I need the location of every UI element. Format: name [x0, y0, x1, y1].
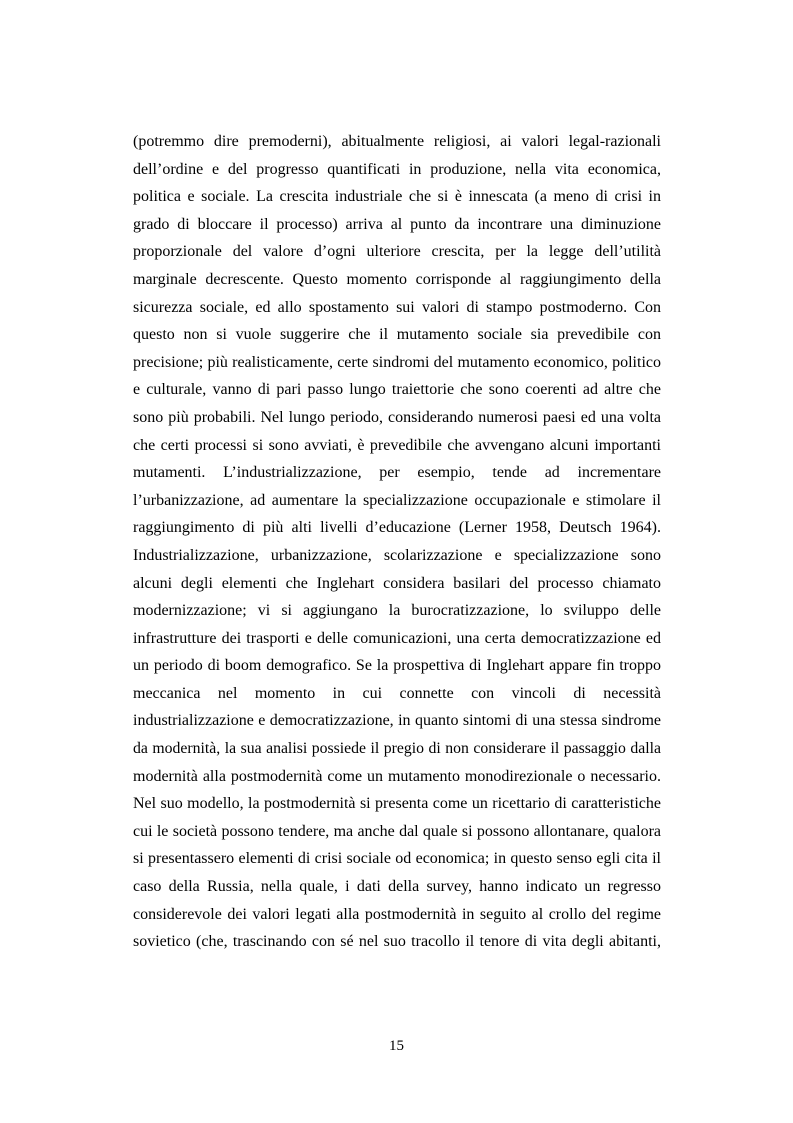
- text-line: da modernità, la sua analisi possiede il pregio di non considerare il passaggio dalla: [133, 740, 661, 758]
- text-line: modernità alla postmodernità come un mutamento monodirezionale o necessario.: [133, 767, 661, 785]
- text-line: infrastrutture dei trasporti e delle comunicazioni, una certa democratizzazione ed: [133, 629, 661, 647]
- text-line: Nel suo modello, la postmodernità si presenta come un ricettario di caratteristiche: [133, 795, 661, 813]
- text-line: raggiungimento di più alti livelli d’educazione (Lerner 1958, Deutsch 1964).: [133, 519, 661, 537]
- text-line: e culturale, vanno di pari passo lungo traiettorie che sono coerenti ad altre che: [133, 381, 661, 399]
- text-line: l’urbanizzazione, ad aumentare la specializzazione occupazionale e stimolare il: [133, 491, 661, 509]
- text-line: meccanica nel momento in cui connette con vincoli di necessità: [133, 684, 661, 702]
- text-line: cui le società possono tendere, ma anche dal quale si possono allontanare, qualora: [133, 822, 661, 840]
- text-line: modernizzazione; vi si aggiungano la burocratizzazione, lo sviluppo delle: [133, 602, 661, 620]
- text-line: precisione; più realisticamente, certe sindromi del mutamento economico, politico: [133, 353, 661, 371]
- text-line: sicurezza sociale, ed allo spostamento sui valori di stampo postmoderno. Con: [133, 298, 661, 316]
- text-line: (potremmo dire premoderni), abitualmente religiosi, ai valori legal-razionali: [133, 133, 661, 150]
- text-line: sovietico (che, trascinando con sé nel suo tracollo il tenore di vita degli abitanti,: [133, 933, 661, 951]
- text-line: dell’ordine e del progresso quantificati in produzione, nella vita economica,: [133, 160, 661, 178]
- page-number: 15: [389, 1038, 404, 1054]
- text-line: Industrializzazione, urbanizzazione, scolarizzazione e specializzazione sono: [133, 546, 661, 564]
- text-line: grado di bloccare il processo) arriva al punto da incontrare una diminuzione: [133, 215, 661, 233]
- text-line: industrializzazione e democratizzazione, in quanto sintomi di una stessa sindrome: [133, 712, 661, 730]
- text-line: proporzionale del valore d’ogni ulteriore crescita, per la legge dell’utilità: [133, 243, 661, 261]
- text-line: mutamenti. L’industrializzazione, per esempio, tende ad incrementare: [133, 464, 661, 482]
- text-line: marginale decrescente. Questo momento corrisponde al raggiungimento della: [133, 270, 661, 288]
- text-line: un periodo di boom demografico. Se la prospettiva di Inglehart appare fin troppo: [133, 657, 661, 675]
- body-paragraph: [133, 128, 661, 956]
- text-line: politica e sociale. La crescita industriale che si è innescata (a meno di crisi in: [133, 188, 661, 206]
- text-line: caso della Russia, nella quale, i dati della survey, hanno indicato un regresso: [133, 878, 661, 896]
- text-line: questo non si vuole suggerire che il mutamento sociale sia prevedibile con: [133, 326, 661, 344]
- text-line: alcuni degli elementi che Inglehart considera basilari del processo chiamato: [133, 574, 661, 592]
- text-line: si presentassero elementi di crisi sociale od economica; in questo senso egli cita il: [133, 850, 661, 868]
- text-line: sono più probabili. Nel lungo periodo, considerando numerosi paesi ed una volta: [133, 408, 661, 426]
- text-line: considerevole dei valori legati alla postmodernità in seguito al crollo del regime: [133, 905, 661, 923]
- text-line: che certi processi si sono avviati, è prevedibile che avvengano alcuni importanti: [133, 436, 661, 454]
